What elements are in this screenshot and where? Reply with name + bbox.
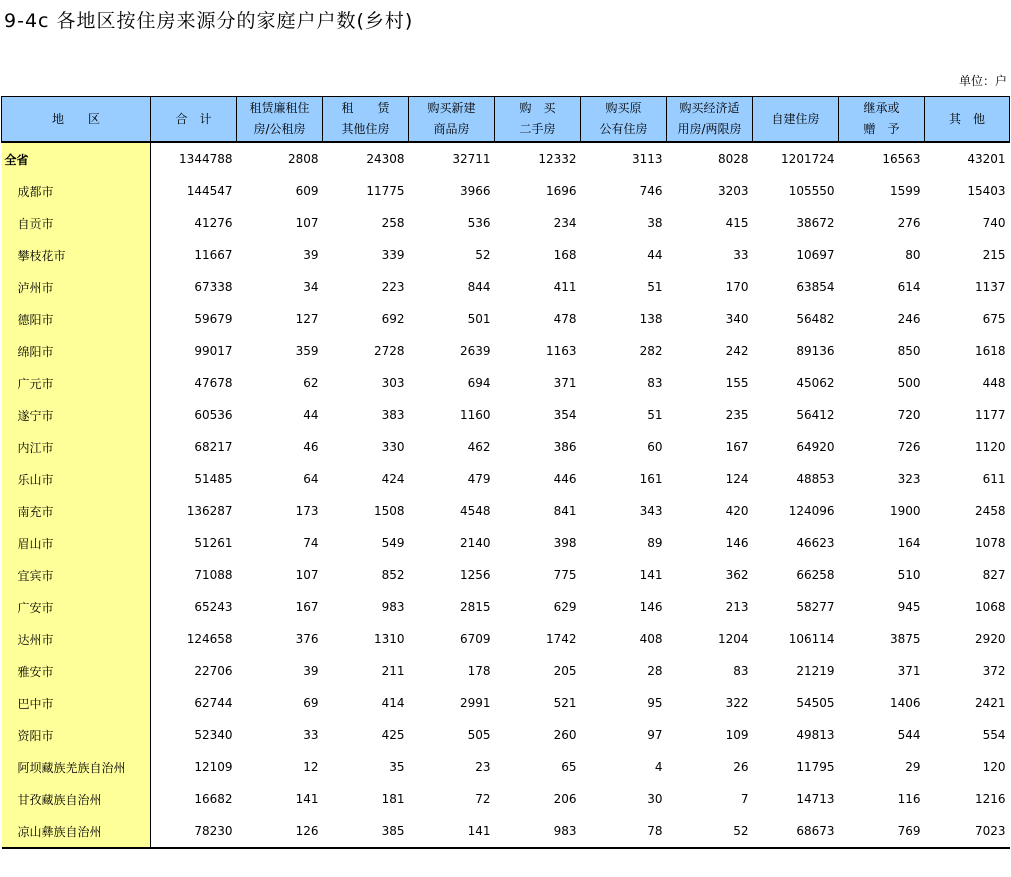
value-cell: 164 — [897, 536, 921, 550]
value-cell: 1068 — [974, 600, 1006, 614]
value-cell: 446 — [553, 472, 577, 486]
value-cell: 4548 — [459, 504, 491, 518]
column-header-line1: 购买经济适 — [679, 101, 740, 115]
value-cell: 146 — [639, 600, 663, 614]
region-cell: 甘孜藏族自治州 — [2, 783, 151, 815]
value-cell: 49813 — [796, 728, 835, 742]
value-cell: 339 — [381, 248, 405, 262]
value-cell: 106114 — [788, 632, 835, 646]
value-cell: 945 — [897, 600, 921, 614]
value-cell: 340 — [725, 312, 749, 326]
value-cell: 161 — [639, 472, 663, 486]
value-cell: 2920 — [974, 632, 1006, 646]
value-cell: 386 — [553, 440, 577, 454]
value-cell: 136287 — [186, 504, 233, 518]
value-cell: 30 — [647, 792, 663, 806]
region-cell: 遂宁市 — [2, 399, 151, 431]
value-cell: 155 — [725, 376, 749, 390]
value-cell: 462 — [467, 440, 491, 454]
value-cell: 83 — [733, 664, 749, 678]
table-row — [2, 687, 1010, 719]
value-cell: 3966 — [459, 184, 491, 198]
value-cell: 609 — [295, 184, 319, 198]
value-cell: 260 — [553, 728, 577, 742]
region-cell: 乐山市 — [2, 463, 151, 495]
value-cell: 23 — [475, 760, 491, 774]
value-cell: 246 — [897, 312, 921, 326]
value-cell: 51261 — [194, 536, 233, 550]
value-cell: 56412 — [796, 408, 835, 422]
value-cell: 65243 — [194, 600, 233, 614]
value-cell: 1216 — [974, 792, 1006, 806]
value-cell: 3203 — [717, 184, 749, 198]
column-header-line1: 合 计 — [175, 111, 212, 126]
value-cell: 69 — [303, 696, 319, 710]
value-cell: 362 — [725, 568, 749, 582]
value-cell: 7 — [740, 792, 749, 806]
column-header-line1: 继承或 — [863, 101, 900, 115]
value-cell: 109 — [725, 728, 749, 742]
value-cell: 45062 — [796, 376, 835, 390]
column-header-line1: 其 他 — [948, 111, 985, 126]
region-cell: 达州市 — [2, 623, 151, 655]
value-cell: 424 — [381, 472, 405, 486]
value-cell: 141 — [409, 815, 495, 848]
column-header-line2: 二手房 — [519, 122, 556, 136]
value-cell: 983 — [495, 815, 581, 848]
value-cell: 371 — [553, 376, 577, 390]
table-row — [2, 207, 1010, 239]
value-cell: 234 — [553, 216, 577, 230]
value-cell: 56482 — [796, 312, 835, 326]
value-cell: 105550 — [788, 184, 835, 198]
value-cell: 124658 — [186, 632, 233, 646]
value-cell: 64920 — [796, 440, 835, 454]
value-cell: 841 — [553, 504, 577, 518]
value-cell: 181 — [381, 792, 405, 806]
region-cell: 巴中市 — [2, 687, 151, 719]
value-cell: 2458 — [974, 504, 1006, 518]
value-cell: 549 — [381, 536, 405, 550]
value-cell: 65 — [561, 760, 577, 774]
value-cell: 629 — [553, 600, 577, 614]
value-cell: 124 — [725, 472, 749, 486]
value-cell: 415 — [725, 216, 749, 230]
value-cell: 68673 — [753, 815, 839, 848]
value-cell: 1508 — [373, 504, 405, 518]
table-row — [2, 399, 1010, 431]
value-cell: 33 — [303, 728, 319, 742]
value-cell: 46623 — [796, 536, 835, 550]
value-cell: 521 — [553, 696, 577, 710]
column-header-line1: 购 买 — [519, 101, 556, 115]
value-cell: 141 — [295, 792, 319, 806]
region-cell: 眉山市 — [2, 527, 151, 559]
value-cell: 89136 — [796, 344, 835, 358]
value-cell: 3113 — [631, 152, 663, 166]
value-cell: 138 — [639, 312, 663, 326]
value-cell: 48853 — [796, 472, 835, 486]
value-cell: 29 — [905, 760, 921, 774]
region-cell: 德阳市 — [2, 303, 151, 335]
column-header-line2: 其他住房 — [341, 122, 390, 136]
column-header — [925, 97, 1010, 143]
value-cell: 59679 — [194, 312, 233, 326]
value-cell: 34 — [303, 280, 319, 294]
value-cell: 46 — [303, 440, 319, 454]
table-row — [2, 783, 1010, 815]
value-cell: 11775 — [366, 184, 405, 198]
value-cell: 215 — [982, 248, 1006, 262]
value-cell: 43201 — [967, 152, 1006, 166]
value-cell: 1120 — [974, 440, 1006, 454]
value-cell: 62744 — [194, 696, 233, 710]
value-cell: 173 — [295, 504, 319, 518]
value-cell: 740 — [982, 216, 1006, 230]
value-cell: 303 — [381, 376, 405, 390]
table-row — [2, 367, 1010, 399]
value-cell: 1256 — [459, 568, 491, 582]
value-cell: 3875 — [889, 632, 921, 646]
table-body — [2, 142, 1010, 848]
value-cell: 44 — [303, 408, 319, 422]
table-row — [2, 431, 1010, 463]
region-cell: 自贡市 — [2, 207, 151, 239]
table-title: 9-4c 各地区按住房来源分的家庭户户数(乡村) — [4, 10, 414, 32]
value-cell: 478 — [553, 312, 577, 326]
column-header — [151, 97, 237, 143]
value-cell: 52 — [475, 248, 491, 262]
value-cell: 414 — [381, 696, 405, 710]
value-cell: 983 — [381, 600, 405, 614]
value-cell: 62 — [303, 376, 319, 390]
value-cell: 22706 — [194, 664, 233, 678]
value-cell: 39 — [303, 248, 319, 262]
value-cell: 78 — [581, 815, 667, 848]
value-cell: 51 — [647, 280, 663, 294]
value-cell: 235 — [725, 408, 749, 422]
value-cell: 51485 — [194, 472, 233, 486]
value-cell: 385 — [323, 815, 409, 848]
value-cell: 144547 — [186, 184, 233, 198]
value-cell: 95 — [647, 696, 663, 710]
value-cell: 78230 — [151, 815, 237, 848]
value-cell: 38672 — [796, 216, 835, 230]
value-cell: 1137 — [974, 280, 1006, 294]
value-cell: 26 — [733, 760, 749, 774]
value-cell: 67338 — [194, 280, 233, 294]
value-cell: 323 — [897, 472, 921, 486]
value-cell: 89 — [647, 536, 663, 550]
value-cell: 51 — [647, 408, 663, 422]
value-cell: 35 — [389, 760, 405, 774]
region-cell: 资阳市 — [2, 719, 151, 751]
value-cell: 124096 — [788, 504, 835, 518]
value-cell: 746 — [639, 184, 663, 198]
column-header-line1: 租 赁 — [341, 101, 390, 115]
value-cell: 41276 — [194, 216, 233, 230]
value-cell: 38 — [647, 216, 663, 230]
table-row — [2, 527, 1010, 559]
value-cell: 178 — [467, 664, 491, 678]
value-cell: 58277 — [796, 600, 835, 614]
value-cell: 60536 — [194, 408, 233, 422]
column-header — [409, 97, 495, 143]
value-cell: 12109 — [194, 760, 233, 774]
value-cell: 769 — [839, 815, 925, 848]
value-cell: 206 — [553, 792, 577, 806]
value-cell: 372 — [982, 664, 1006, 678]
value-cell: 371 — [897, 664, 921, 678]
value-cell: 99017 — [194, 344, 233, 358]
value-cell: 614 — [897, 280, 921, 294]
value-cell: 44 — [647, 248, 663, 262]
column-header-line1: 地 区 — [51, 111, 100, 126]
value-cell: 1742 — [545, 632, 577, 646]
value-cell: 71088 — [194, 568, 233, 582]
column-header-line2: 房/公租房 — [253, 122, 306, 136]
region-cell: 成都市 — [2, 175, 151, 207]
column-header — [667, 97, 753, 143]
value-cell: 850 — [897, 344, 921, 358]
value-cell: 1618 — [974, 344, 1006, 358]
region-cell: 绵阳市 — [2, 335, 151, 367]
value-cell: 1160 — [459, 408, 491, 422]
value-cell: 276 — [897, 216, 921, 230]
value-cell: 726 — [897, 440, 921, 454]
value-cell: 844 — [467, 280, 491, 294]
value-cell: 510 — [897, 568, 921, 582]
value-cell: 11795 — [796, 760, 835, 774]
value-cell: 107 — [295, 568, 319, 582]
value-cell: 168 — [553, 248, 577, 262]
column-header — [839, 97, 925, 143]
value-cell: 52 — [667, 815, 753, 848]
table-row — [2, 303, 1010, 335]
value-cell: 383 — [381, 408, 405, 422]
value-cell: 420 — [725, 504, 749, 518]
column-header — [2, 97, 151, 143]
region-cell: 广元市 — [2, 367, 151, 399]
value-cell: 211 — [381, 664, 405, 678]
value-cell: 64 — [303, 472, 319, 486]
value-cell: 16682 — [194, 792, 233, 806]
value-cell: 83 — [647, 376, 663, 390]
value-cell: 21219 — [796, 664, 835, 678]
value-cell: 72 — [475, 792, 491, 806]
value-cell: 74 — [303, 536, 319, 550]
region-cell: 广安市 — [2, 591, 151, 623]
value-cell: 223 — [381, 280, 405, 294]
value-cell: 116 — [897, 792, 921, 806]
value-cell: 1177 — [974, 408, 1006, 422]
value-cell: 398 — [553, 536, 577, 550]
value-cell: 60 — [647, 440, 663, 454]
value-cell: 63854 — [796, 280, 835, 294]
value-cell: 1204 — [717, 632, 749, 646]
column-header — [237, 97, 323, 143]
value-cell: 675 — [982, 312, 1006, 326]
value-cell: 411 — [553, 280, 577, 294]
column-header — [323, 97, 409, 143]
table-row — [2, 559, 1010, 591]
region-cell: 内江市 — [2, 431, 151, 463]
value-cell: 720 — [897, 408, 921, 422]
value-cell: 1599 — [889, 184, 921, 198]
value-cell: 258 — [381, 216, 405, 230]
column-header-line1: 自建住房 — [771, 111, 820, 126]
value-cell: 97 — [647, 728, 663, 742]
value-cell: 544 — [897, 728, 921, 742]
table-row — [2, 335, 1010, 367]
value-cell: 322 — [725, 696, 749, 710]
table-row — [2, 495, 1010, 527]
region-cell: 南充市 — [2, 495, 151, 527]
table-row — [2, 655, 1010, 687]
value-cell: 611 — [982, 472, 1006, 486]
value-cell: 479 — [467, 472, 491, 486]
value-cell: 2421 — [974, 696, 1006, 710]
value-cell: 505 — [467, 728, 491, 742]
value-cell: 68217 — [194, 440, 233, 454]
value-cell: 7023 — [925, 815, 1010, 848]
value-cell: 827 — [982, 568, 1006, 582]
value-cell: 24308 — [366, 152, 405, 166]
column-header-line1: 购买新建 — [427, 101, 476, 115]
table-row-total — [2, 142, 1010, 175]
table-row — [2, 271, 1010, 303]
value-cell: 359 — [295, 344, 319, 358]
column-header-line2: 用房/两限房 — [677, 122, 742, 136]
column-header — [581, 97, 667, 143]
value-cell: 2808 — [287, 152, 319, 166]
table-row — [2, 815, 1010, 848]
value-cell: 11667 — [194, 248, 233, 262]
value-cell: 2815 — [459, 600, 491, 614]
table-row — [2, 751, 1010, 783]
value-cell: 47678 — [194, 376, 233, 390]
value-cell: 205 — [553, 664, 577, 678]
value-cell: 80 — [905, 248, 921, 262]
value-cell: 343 — [639, 504, 663, 518]
value-cell: 242 — [725, 344, 749, 358]
value-cell: 12332 — [538, 152, 577, 166]
value-cell: 1900 — [889, 504, 921, 518]
value-cell: 213 — [725, 600, 749, 614]
value-cell: 12 — [303, 760, 319, 774]
table-row — [2, 591, 1010, 623]
value-cell: 408 — [639, 632, 663, 646]
value-cell: 167 — [725, 440, 749, 454]
value-cell: 376 — [295, 632, 319, 646]
region-cell: 攀枝花市 — [2, 239, 151, 271]
table-row — [2, 623, 1010, 655]
value-cell: 127 — [295, 312, 319, 326]
header-row — [2, 97, 1010, 143]
value-cell: 15403 — [967, 184, 1006, 198]
value-cell: 52340 — [194, 728, 233, 742]
value-cell: 107 — [295, 216, 319, 230]
table-row — [2, 175, 1010, 207]
value-cell: 1344788 — [179, 152, 233, 166]
value-cell: 1163 — [545, 344, 577, 358]
value-cell: 33 — [733, 248, 749, 262]
value-cell: 1201724 — [781, 152, 835, 166]
value-cell: 141 — [639, 568, 663, 582]
value-cell: 2639 — [459, 344, 491, 358]
value-cell: 554 — [982, 728, 1006, 742]
value-cell: 167 — [295, 600, 319, 614]
unit-label: 单位：户 — [958, 74, 1007, 88]
table-row — [2, 719, 1010, 751]
value-cell: 2140 — [459, 536, 491, 550]
table-row — [2, 463, 1010, 495]
value-cell: 4 — [654, 760, 663, 774]
column-header-line1: 租赁廉租住 — [249, 101, 310, 115]
value-cell: 852 — [381, 568, 405, 582]
value-cell: 425 — [381, 728, 405, 742]
value-cell: 1406 — [889, 696, 921, 710]
value-cell: 694 — [467, 376, 491, 390]
value-cell: 28 — [647, 664, 663, 678]
value-cell: 536 — [467, 216, 491, 230]
region-cell: 全省 — [2, 142, 151, 175]
column-header — [495, 97, 581, 143]
value-cell: 448 — [982, 376, 1006, 390]
value-cell: 8028 — [717, 152, 749, 166]
value-cell: 330 — [381, 440, 405, 454]
value-cell: 775 — [553, 568, 577, 582]
value-cell: 126 — [237, 815, 323, 848]
data-table — [1, 96, 1010, 849]
column-header-line2: 商品房 — [433, 122, 470, 136]
region-cell: 阿坝藏族羌族自治州 — [2, 751, 151, 783]
value-cell: 2728 — [373, 344, 405, 358]
value-cell: 6709 — [459, 632, 491, 646]
column-header-line1: 购买原 — [605, 101, 642, 115]
value-cell: 14713 — [796, 792, 835, 806]
value-cell: 282 — [639, 344, 663, 358]
value-cell: 1078 — [974, 536, 1006, 550]
value-cell: 354 — [553, 408, 577, 422]
value-cell: 120 — [982, 760, 1006, 774]
table-row — [2, 239, 1010, 271]
region-cell: 凉山彝族自治州 — [2, 815, 151, 848]
region-cell: 雅安市 — [2, 655, 151, 687]
value-cell: 1310 — [373, 632, 405, 646]
region-cell: 宜宾市 — [2, 559, 151, 591]
value-cell: 170 — [725, 280, 749, 294]
value-cell: 66258 — [796, 568, 835, 582]
value-cell: 692 — [381, 312, 405, 326]
value-cell: 54505 — [796, 696, 835, 710]
value-cell: 500 — [897, 376, 921, 390]
value-cell: 2991 — [459, 696, 491, 710]
value-cell: 10697 — [796, 248, 835, 262]
value-cell: 16563 — [882, 152, 921, 166]
value-cell: 1696 — [545, 184, 577, 198]
value-cell: 501 — [467, 312, 491, 326]
value-cell: 146 — [725, 536, 749, 550]
column-header-line2: 公有住房 — [599, 122, 648, 136]
column-header-line2: 赠 予 — [863, 122, 900, 136]
value-cell: 39 — [303, 664, 319, 678]
column-header — [753, 97, 839, 143]
value-cell: 32711 — [452, 152, 491, 166]
region-cell: 泸州市 — [2, 271, 151, 303]
